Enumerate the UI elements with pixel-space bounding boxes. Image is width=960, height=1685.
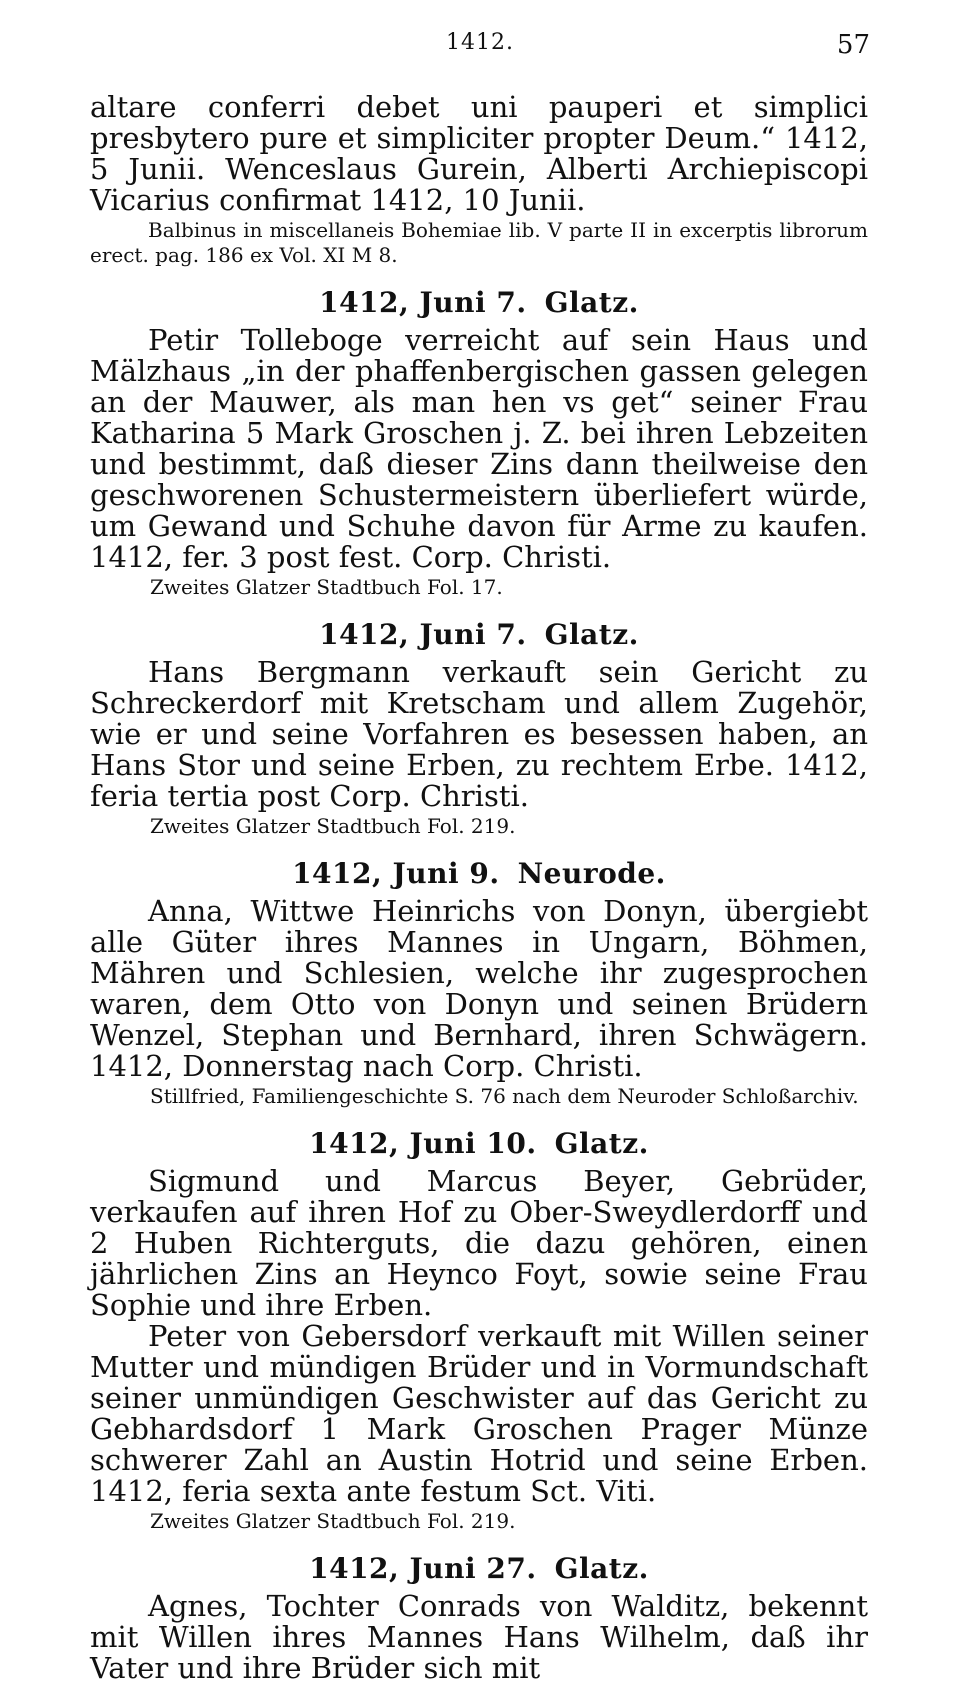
entry-paragraph: Sigmund und Marcus Beyer, Gebrüder, verkaufen auf ihren Hof zu Ober-Sweydlerdorff und 2 Huben Richterguts, die dazu gehören, einen jährlichen Zins an Heynco Foyt, sowie seine Frau Sophie und ihre Erben. — [90, 1164, 868, 1322]
entry-heading — [90, 1552, 868, 1585]
entry-paragraph: Peter von Gebersdorf verkauft mit Willen seiner Mutter und mündigen Brüder und in Vormundschaft seiner unmündigen Geschwister auf das Gericht zu Gebhardsdorf 1 Mark Groschen Prager Münze schwerer Zahl an Austin Hotrid und seine Erben. 1412, feria sexta ante festum Sct. Viti. — [90, 1319, 868, 1508]
entry-heading — [90, 286, 868, 319]
entry-source: Zweites Glatzer Stadtbuch Fol. 17. — [150, 575, 503, 599]
entry-paragraph: Anna, Wittwe Heinrichs von Donyn, übergiebt alle Güter ihres Mannes in Ungarn, Böhmen, Mähren und Schlesien, welche ihr zugesprochen waren, dem Otto von Donyn und seinen Brüdern Wenzel, Stephan und Bernhard, ihren Schwägern. 1412, Donnerstag nach Corp. Christi. — [90, 894, 868, 1083]
entry-place: Glatz. — [554, 1127, 649, 1160]
entry-source: Zweites Glatzer Stadtbuch Fol. 219. — [150, 814, 516, 838]
entry-place: Glatz. — [544, 286, 639, 319]
entry-paragraph: Hans Bergmann verkauft sein Gericht zu Schreckerdorf mit Kretscham und allem Zugehör, wie er und seine Vorfahren es besessen haben, an Hans Stor und seine Erben, zu rechtem Erbe. 1412, feria tertia post Corp. Christi. — [90, 655, 868, 813]
intro-paragraph: altare conferri debet uni pauperi et simplici presbytero pure et simpliciter propter Deum.“ 1412, 5 Junii. Wenceslaus Gurein, Alberti Archiepiscopi Vicarius confirmat 1412, 10 Junii. — [90, 90, 868, 217]
entry-paragraph: Agnes, Tochter Conrads von Walditz, bekennt mit Willen ihres Mannes Hans Wilhelm, daß ihr Vater und ihre Brüder sich mit — [90, 1589, 868, 1685]
entry-source: Stillfried, Familiengeschichte S. 76 nach dem Neuroder Schloßarchiv. — [150, 1084, 859, 1108]
entry-date: 1412, Juni 7. — [319, 618, 527, 651]
entry-place: Glatz. — [544, 618, 639, 651]
entry-place: Glatz. — [554, 1552, 649, 1585]
running-head-year: 1412. — [446, 30, 514, 55]
entry-place: Neurode. — [517, 857, 666, 890]
entry-date: 1412, Juni 10. — [309, 1127, 537, 1160]
page-body — [90, 92, 868, 1684]
entry-heading — [90, 1127, 868, 1160]
page-header — [90, 30, 870, 70]
entry-source: Zweites Glatzer Stadtbuch Fol. 219. — [150, 1509, 516, 1533]
intro-source: Balbinus in miscellaneis Bohemiae lib. V parte II in excerptis librorum erect. pag. 186 ex Vol. XI M 8. — [90, 218, 868, 267]
entry-date: 1412, Juni 27. — [309, 1552, 537, 1585]
entry-heading — [90, 618, 868, 651]
page-number: 57 — [836, 30, 870, 60]
entry-date: 1412, Juni 7. — [319, 286, 527, 319]
entry-paragraph: Petir Tolleboge verreicht auf sein Haus und Mälzhaus „in der phaffenbergischen gassen gelegen an der Mauwer, als man hen vs get“ seiner Frau Katharina 5 Mark Groschen j. Z. bei ihren Lebzeiten und bestimmt, daß dieser Zins dann theilweise den geschworenen Schustermeistern überliefert würde, um Gewand und Schuhe davon für Arme zu kaufen. 1412, fer. 3 post fest. Corp. Christi. — [90, 323, 868, 574]
entry-date: 1412, Juni 9. — [292, 857, 500, 890]
entry-heading — [90, 857, 868, 890]
